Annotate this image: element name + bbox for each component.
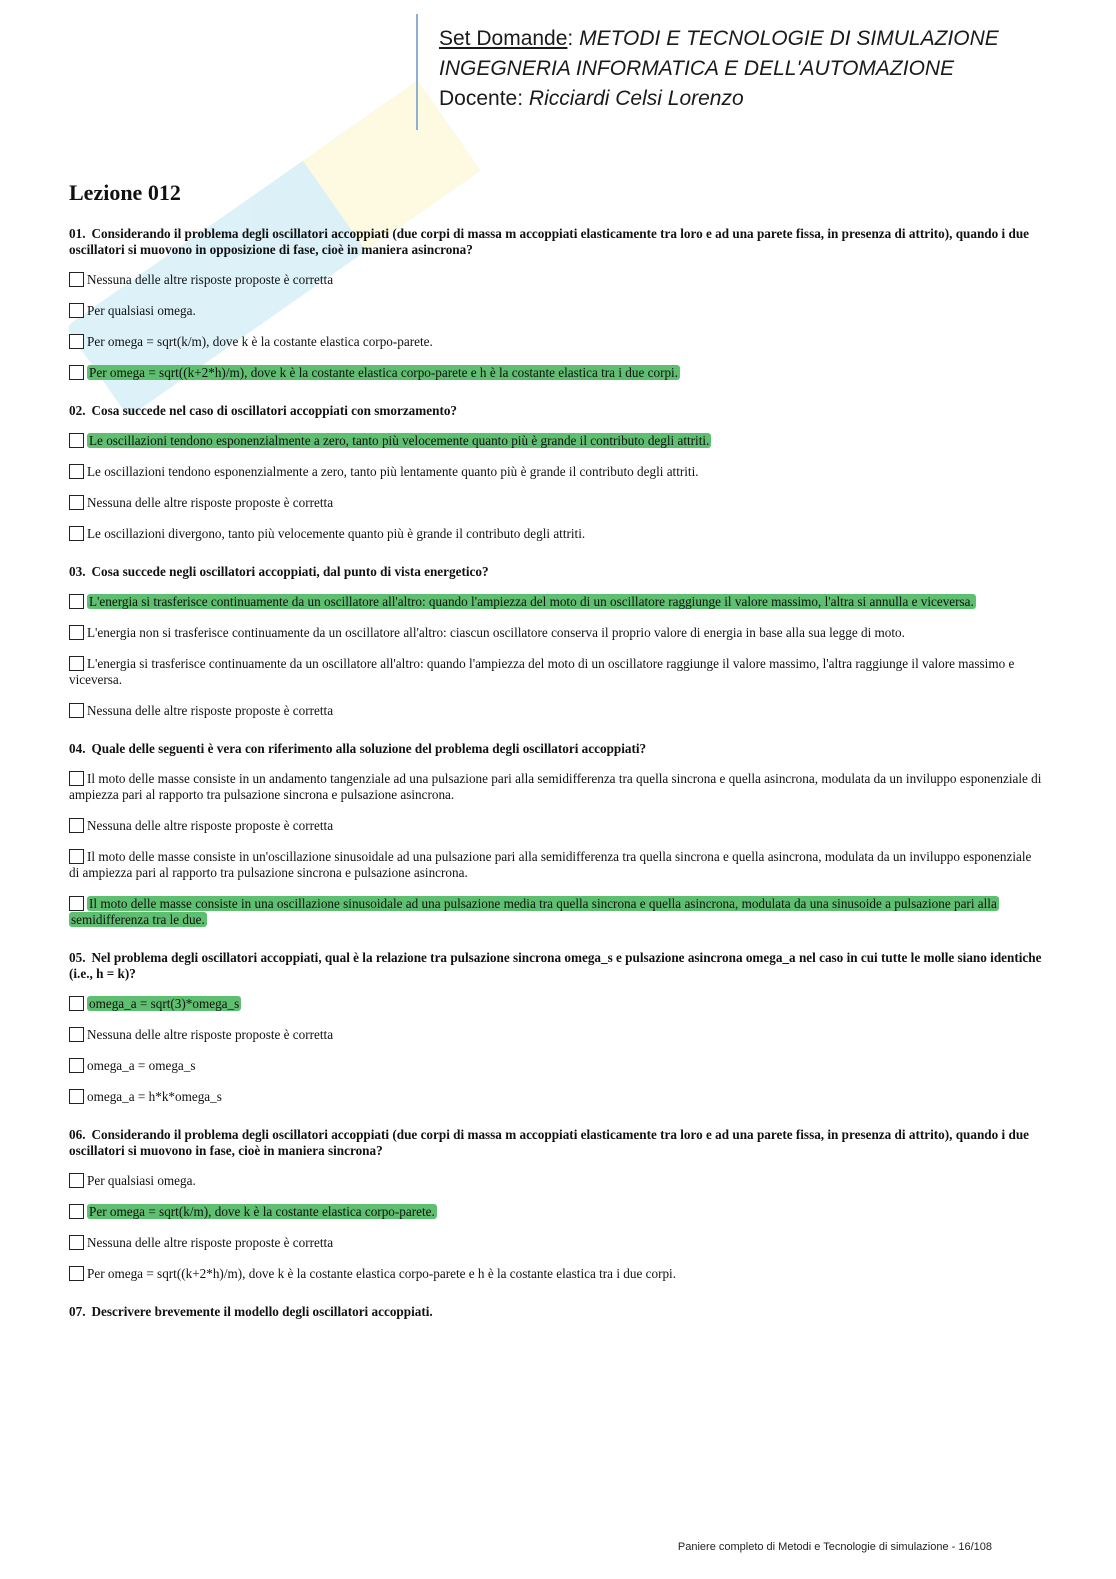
docente-label: Docente: xyxy=(439,87,524,110)
question-block xyxy=(69,226,1044,381)
question-block xyxy=(69,564,1044,719)
answer-option[interactable] xyxy=(69,272,1044,288)
answer-option[interactable] xyxy=(69,495,1044,511)
question-text: Considerando il problema degli oscillatori accoppiati (due corpi di massa m accoppiati elasticamente tra loro e ad una parete fissa, in presenza di attrito), quando i due oscillatori si muovono in opposizione di fase, cioè in maniera asincrona? xyxy=(69,226,1030,257)
lesson-title: Lezione 012 xyxy=(69,180,181,205)
answer-option[interactable] xyxy=(69,1173,1044,1189)
question-block xyxy=(69,741,1044,928)
question-number: 06. xyxy=(69,1127,86,1142)
answer-text: Nessuna delle altre risposte proposte è corretta xyxy=(87,495,334,510)
correct-answer-text: Per omega = sqrt(k/m), dove k è la costante elastica corpo-parete. xyxy=(89,1204,435,1219)
answer-text: Per qualsiasi omega. xyxy=(87,303,196,318)
header-divider xyxy=(416,14,418,130)
question-text: Cosa succede nel caso di oscillatori accoppiati con smorzamento? xyxy=(91,403,458,418)
answer-checkbox[interactable] xyxy=(69,1204,84,1219)
question-title xyxy=(69,741,1044,757)
answer-text: Nessuna delle altre risposte proposte è corretta xyxy=(87,272,334,287)
question-number: 02. xyxy=(69,403,86,418)
course-title: METODI E TECNOLOGIE DI SIMULAZIONE xyxy=(579,27,999,50)
answer-option[interactable] xyxy=(69,1027,1044,1043)
question-title xyxy=(69,950,1044,982)
answer-checkbox[interactable] xyxy=(69,526,84,541)
answer-text: omega_a = omega_s xyxy=(87,1058,196,1073)
question-number: 03. xyxy=(69,564,86,579)
question-text: Considerando il problema degli oscillatori accoppiati (due corpi di massa m accoppiati elasticamente tra loro e ad una parete fissa, in presenza di attrito), quando i due oscillatori si muovono in fase, cioè in maniera sincrona? xyxy=(69,1127,1030,1158)
correct-answer-text: Le oscillazioni tendono esponenzialmente a zero, tanto più velocemente quanto più è grande il contributo degli attriti. xyxy=(89,433,710,448)
answer-checkbox[interactable] xyxy=(69,1235,84,1250)
question-number: 07. xyxy=(69,1304,86,1319)
answer-option[interactable] xyxy=(69,703,1044,719)
question-number: 05. xyxy=(69,950,86,965)
question-text: Descrivere brevemente il modello degli oscillatori accoppiati. xyxy=(91,1304,433,1319)
correct-answer-text: L'energia si trasferisce continuamente da un oscillatore all'altro: quando l'ampiezza del moto di un oscillatore raggiunge il valore massimo, l'altra si annulla e viceversa. xyxy=(89,594,974,609)
teacher-name: Ricciardi Celsi Lorenzo xyxy=(528,87,744,110)
answer-text: L'energia non si trasferisce continuamente da un oscillatore all'altro: ciascun oscillatore conserva il proprio valore di energia in base alla sua legge di moto. xyxy=(87,625,905,640)
answer-option[interactable] xyxy=(69,594,1044,610)
question-title xyxy=(69,564,1044,580)
question-block xyxy=(69,1304,1044,1320)
answer-option[interactable] xyxy=(69,1089,1044,1105)
question-number: 04. xyxy=(69,741,86,756)
answer-checkbox[interactable] xyxy=(69,272,84,287)
answer-checkbox[interactable] xyxy=(69,996,84,1011)
answer-text: Nessuna delle altre risposte proposte è corretta xyxy=(87,1027,334,1042)
answer-option[interactable] xyxy=(69,818,1044,834)
answer-checkbox[interactable] xyxy=(69,495,84,510)
question-text: Quale delle seguenti è vera con riferimento alla soluzione del problema degli oscillatori accoppiati? xyxy=(91,741,647,756)
answer-text: omega_a = h*k*omega_s xyxy=(87,1089,222,1104)
answer-option[interactable] xyxy=(69,625,1044,641)
answer-checkbox[interactable] xyxy=(69,334,84,349)
answer-checkbox[interactable] xyxy=(69,1089,84,1104)
answer-checkbox[interactable] xyxy=(69,1266,84,1281)
answer-text: Nessuna delle altre risposte proposte è corretta xyxy=(87,1235,334,1250)
answer-option[interactable] xyxy=(69,849,1044,881)
question-title xyxy=(69,1127,1044,1159)
answer-checkbox[interactable] xyxy=(69,703,84,718)
answer-option[interactable] xyxy=(69,365,1044,381)
questions-list xyxy=(69,226,1044,1342)
answer-text: Il moto delle masse consiste in un andamento tangenziale ad una pulsazione pari alla semidifferenza tra quella sincrona e quella asincrona, modulata da un inviluppo esponenziale di ampiezza pari al rapporto tra pulsazione sincrona e pulsazione asincrona. xyxy=(69,771,1042,802)
header-colon: : xyxy=(567,27,574,50)
answer-checkbox[interactable] xyxy=(69,1173,84,1188)
answer-text: Le oscillazioni divergono, tanto più velocemente quanto più è grande il contributo degli attriti. xyxy=(87,526,586,541)
correct-answer-text: omega_a = sqrt(3)*omega_s xyxy=(89,996,240,1011)
answer-option[interactable] xyxy=(69,896,1044,928)
answer-checkbox[interactable] xyxy=(69,896,84,911)
answer-option[interactable] xyxy=(69,656,1044,688)
question-block xyxy=(69,950,1044,1105)
answer-checkbox[interactable] xyxy=(69,656,84,671)
correct-answer-text: Per omega = sqrt((k+2*h)/m), dove k è la costante elastica corpo-parete e h è la costante elastica tra i due corpi. xyxy=(89,365,679,380)
header-line-teacher xyxy=(439,84,999,114)
question-block xyxy=(69,403,1044,542)
answer-checkbox[interactable] xyxy=(69,1027,84,1042)
correct-answer-text: Il moto delle masse consiste in una oscillazione sinusoidale ad una pulsazione media tra quella sincrona e quella asincrona, modulata da una sinusoide a pulsazione pari alla semidifferenza tra le due. xyxy=(71,896,997,927)
answer-text: Per qualsiasi omega. xyxy=(87,1173,196,1188)
question-text: Nel problema degli oscillatori accoppiati, qual è la relazione tra pulsazione sincrona omega_s e pulsazione asincrona omega_a nel caso in cui tutte le molle siano identiche (i.e., h = k)? xyxy=(69,950,1042,981)
header-line-degree xyxy=(439,54,999,84)
question-title xyxy=(69,403,1044,419)
answer-checkbox[interactable] xyxy=(69,464,84,479)
answer-option[interactable] xyxy=(69,1235,1044,1251)
answer-text: Per omega = sqrt((k+2*h)/m), dove k è la costante elastica corpo-parete e h è la costante elastica tra i due corpi. xyxy=(87,1266,677,1281)
answer-checkbox[interactable] xyxy=(69,1058,84,1073)
answer-option[interactable] xyxy=(69,996,1044,1012)
page-footer: Paniere completo di Metodi e Tecnologie di simulazione - 16/108 xyxy=(677,1541,992,1553)
degree-title: INGEGNERIA INFORMATICA E DELL'AUTOMAZIONE xyxy=(439,57,955,80)
answer-option[interactable] xyxy=(69,334,1044,350)
question-number: 01. xyxy=(69,226,86,241)
question-title xyxy=(69,226,1044,258)
question-title xyxy=(69,1304,1044,1320)
answer-checkbox[interactable] xyxy=(69,365,84,380)
header-line-course xyxy=(439,24,999,54)
question-block xyxy=(69,1127,1044,1282)
answer-checkbox[interactable] xyxy=(69,433,84,448)
answer-checkbox[interactable] xyxy=(69,625,84,640)
answer-option[interactable] xyxy=(69,771,1044,803)
answer-checkbox[interactable] xyxy=(69,818,84,833)
answer-text: Per omega = sqrt(k/m), dove k è la costante elastica corpo-parete. xyxy=(87,334,433,349)
answer-text: Il moto delle masse consiste in un'oscillazione sinusoidale ad una pulsazione pari alla semidifferenza tra quella sincrona e quella asincrona, modulata da un inviluppo esponenziale di ampiezza pari al rapporto tra pulsazione sincrona e pulsazione asincrona. xyxy=(69,849,1032,880)
answer-option[interactable] xyxy=(69,1204,1044,1220)
set-domande-label: Set Domande xyxy=(439,27,568,50)
answer-option[interactable] xyxy=(69,433,1044,449)
answer-checkbox[interactable] xyxy=(69,594,84,609)
document-header xyxy=(0,0,1116,140)
question-text: Cosa succede negli oscillatori accoppiati, dal punto di vista energetico? xyxy=(91,564,489,579)
header-text xyxy=(439,24,999,114)
answer-text: Nessuna delle altre risposte proposte è corretta xyxy=(87,703,334,718)
answer-option[interactable] xyxy=(69,1058,1044,1074)
answer-option[interactable] xyxy=(69,526,1044,542)
answer-option[interactable] xyxy=(69,303,1044,319)
answer-text: L'energia si trasferisce continuamente da un oscillatore all'altro: quando l'ampiezza del moto di un oscillatore raggiunge il valore massimo, l'altra raggiunge il valore massimo e viceversa. xyxy=(69,656,1015,687)
answer-checkbox[interactable] xyxy=(69,303,84,318)
answer-text: Nessuna delle altre risposte proposte è corretta xyxy=(87,818,334,833)
answer-text: Le oscillazioni tendono esponenzialmente a zero, tanto più lentamente quanto più è grande il contributo degli attriti. xyxy=(87,464,699,479)
answer-checkbox[interactable] xyxy=(69,771,84,786)
answer-checkbox[interactable] xyxy=(69,849,84,864)
answer-option[interactable] xyxy=(69,464,1044,480)
answer-option[interactable] xyxy=(69,1266,1044,1282)
